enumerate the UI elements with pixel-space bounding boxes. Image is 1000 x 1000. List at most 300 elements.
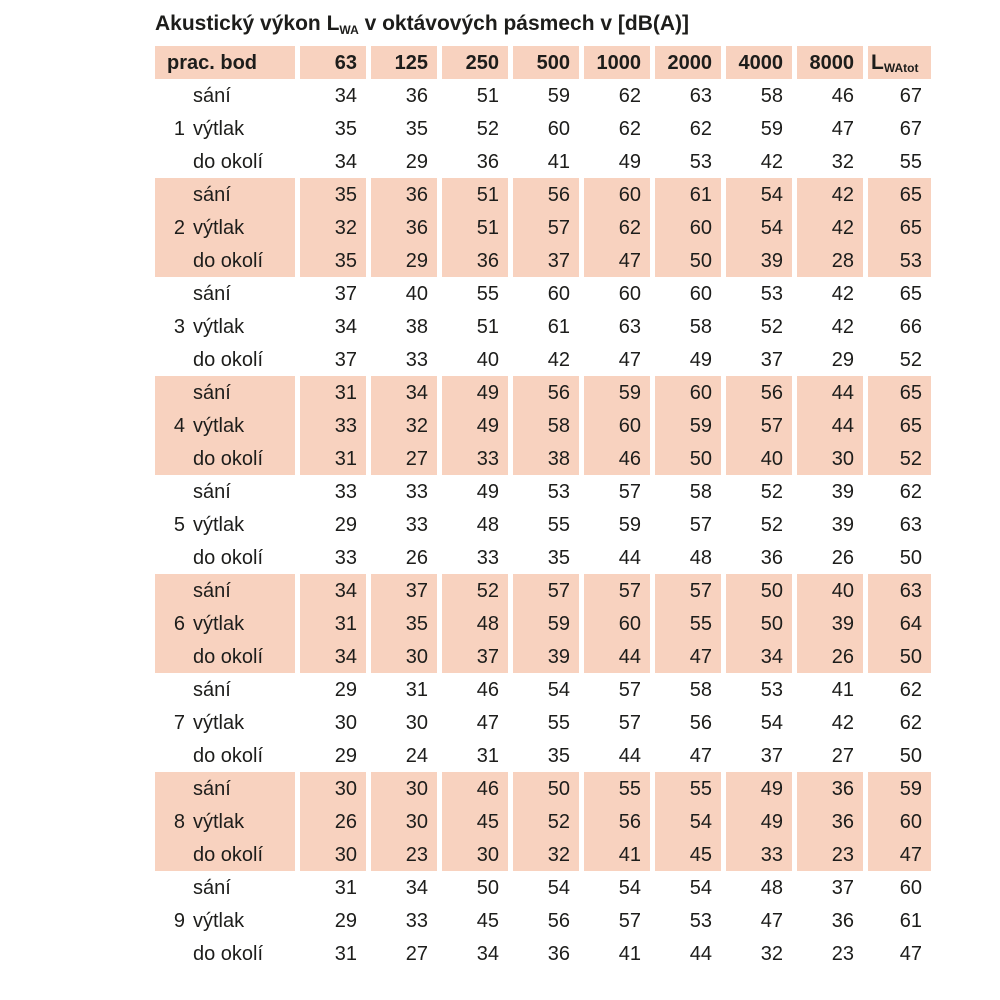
value-cell: 34 — [476, 942, 499, 965]
value-cell: 59 — [513, 607, 579, 640]
value-cell: 50 — [476, 876, 499, 899]
value-cell: 57 — [726, 409, 792, 442]
value-cell: 44 — [618, 546, 641, 569]
value-cell: 50 — [726, 607, 792, 640]
row-label: výtlak — [193, 315, 245, 338]
value-cell: 36 — [547, 942, 570, 965]
value-cell: 52 — [513, 805, 579, 838]
group-number: 4 — [173, 414, 185, 437]
value-cell: 60 — [547, 117, 570, 140]
value-cell: 24 — [405, 744, 428, 767]
value-cell: 36 — [371, 211, 437, 244]
value-cell: 67 — [899, 117, 922, 140]
group-5-row-1 — [155, 475, 931, 508]
row-label-cell — [155, 475, 295, 508]
value-cell: 54 — [547, 876, 570, 899]
value-cell: 34 — [405, 876, 428, 899]
value-cell: 33 — [726, 838, 792, 871]
row-label-cell — [155, 310, 295, 343]
value-cell: 54 — [726, 178, 792, 211]
value-cell: 53 — [760, 282, 783, 305]
row-label-cell — [155, 673, 295, 706]
value-cell: 27 — [371, 442, 437, 475]
value-cell: 48 — [476, 513, 499, 536]
group-number: 3 — [173, 315, 185, 338]
row-label-cell — [155, 211, 295, 244]
group-5-row-3 — [155, 541, 931, 574]
value-cell: 59 — [547, 84, 570, 107]
value-cell: 47 — [831, 117, 854, 140]
value-cell: 40 — [405, 282, 428, 305]
row-label-cell — [155, 145, 295, 178]
value-cell: 61 — [547, 315, 570, 338]
value-cell: 54 — [726, 211, 792, 244]
page-title-suffix: v oktávových pásmech v [dB(A)] — [358, 12, 690, 35]
value-cell: 50 — [868, 640, 931, 673]
value-cell: 41 — [618, 942, 641, 965]
header-band-8000: 8000 — [797, 46, 863, 79]
value-cell: 57 — [689, 513, 712, 536]
value-cell: 60 — [584, 607, 650, 640]
value-cell: 42 — [831, 711, 854, 734]
value-cell: 35 — [405, 117, 428, 140]
value-cell: 36 — [760, 546, 783, 569]
value-cell: 62 — [584, 211, 650, 244]
value-cell: 33 — [405, 513, 428, 536]
value-cell: 56 — [584, 805, 650, 838]
value-cell: 35 — [371, 607, 437, 640]
value-cell: 52 — [899, 348, 922, 371]
value-cell: 44 — [797, 376, 863, 409]
value-cell: 29 — [334, 909, 357, 932]
value-cell: 59 — [868, 772, 931, 805]
value-cell: 60 — [584, 178, 650, 211]
value-cell: 49 — [726, 772, 792, 805]
value-cell: 63 — [868, 574, 931, 607]
value-cell: 32 — [760, 942, 783, 965]
value-cell: 49 — [689, 348, 712, 371]
value-cell: 46 — [584, 442, 650, 475]
value-cell: 55 — [547, 513, 570, 536]
group-2-row-1 — [155, 178, 931, 211]
value-cell: 63 — [689, 84, 712, 107]
row-label: sání — [193, 480, 231, 503]
value-cell: 45 — [476, 909, 499, 932]
value-cell: 48 — [442, 607, 508, 640]
value-cell: 51 — [442, 211, 508, 244]
group-7-row-3 — [155, 739, 931, 772]
value-cell: 57 — [618, 678, 641, 701]
value-cell: 49 — [726, 805, 792, 838]
value-cell: 47 — [899, 942, 922, 965]
row-label: výtlak — [193, 909, 245, 932]
value-cell: 26 — [300, 805, 366, 838]
page-title-prefix: Akustický výkon L — [155, 12, 340, 35]
value-cell: 27 — [831, 744, 854, 767]
group-7-row-2 — [155, 706, 931, 739]
value-cell: 63 — [618, 315, 641, 338]
value-cell: 30 — [371, 772, 437, 805]
row-label-cell — [155, 541, 295, 574]
header-band-2000: 2000 — [655, 46, 721, 79]
value-cell: 60 — [547, 282, 570, 305]
value-cell: 57 — [618, 909, 641, 932]
value-cell: 30 — [405, 711, 428, 734]
value-cell: 55 — [476, 282, 499, 305]
value-cell: 37 — [760, 348, 783, 371]
row-label-cell — [155, 937, 295, 970]
value-cell: 53 — [760, 678, 783, 701]
value-cell: 55 — [655, 607, 721, 640]
value-cell: 36 — [442, 244, 508, 277]
value-cell: 58 — [689, 480, 712, 503]
row-label-cell — [155, 508, 295, 541]
value-cell: 60 — [655, 376, 721, 409]
row-label-cell — [155, 79, 295, 112]
value-cell: 64 — [868, 607, 931, 640]
value-cell: 30 — [371, 805, 437, 838]
group-9-row-2 — [155, 904, 931, 937]
row-label: do okolí — [193, 249, 264, 272]
row-label: do okolí — [193, 744, 264, 767]
value-cell: 35 — [547, 744, 570, 767]
value-cell: 39 — [831, 480, 854, 503]
row-label-cell — [155, 871, 295, 904]
header-lwatot-subscript: WAtot — [883, 61, 919, 75]
row-label-cell — [155, 640, 295, 673]
value-cell: 55 — [584, 772, 650, 805]
value-cell: 39 — [726, 244, 792, 277]
value-cell: 42 — [831, 282, 854, 305]
value-cell: 55 — [547, 711, 570, 734]
value-cell: 35 — [547, 546, 570, 569]
value-cell: 33 — [405, 480, 428, 503]
group-8-row-2 — [155, 805, 931, 838]
group-8-row-3 — [155, 838, 931, 871]
value-cell: 66 — [899, 315, 922, 338]
row-label-cell — [155, 739, 295, 772]
value-cell: 59 — [760, 117, 783, 140]
row-label: výtlak — [193, 513, 245, 536]
value-cell: 46 — [831, 84, 854, 107]
value-cell: 51 — [476, 84, 499, 107]
group-1-row-3 — [155, 145, 931, 178]
value-cell: 60 — [868, 805, 931, 838]
group-4-row-2 — [155, 409, 931, 442]
value-cell: 35 — [300, 244, 366, 277]
header-band-250: 250 — [442, 46, 508, 79]
row-label: výtlak — [193, 216, 245, 239]
header-lwatot — [868, 46, 931, 79]
value-cell: 65 — [868, 178, 931, 211]
row-label: do okolí — [193, 843, 264, 866]
group-2-row-3 — [155, 244, 931, 277]
value-cell: 31 — [300, 607, 366, 640]
value-cell: 60 — [618, 282, 641, 305]
row-label: výtlak — [193, 117, 245, 140]
value-cell: 31 — [334, 876, 357, 899]
value-cell: 39 — [513, 640, 579, 673]
row-label-cell — [155, 904, 295, 937]
value-cell: 48 — [760, 876, 783, 899]
value-cell: 29 — [405, 150, 428, 173]
row-label-cell — [155, 112, 295, 145]
value-cell: 53 — [689, 909, 712, 932]
value-cell: 36 — [831, 909, 854, 932]
group-3-row-3 — [155, 343, 931, 376]
value-cell: 34 — [300, 574, 366, 607]
row-label: sání — [193, 678, 231, 701]
group-number: 8 — [173, 810, 185, 833]
value-cell: 50 — [726, 574, 792, 607]
value-cell: 46 — [442, 772, 508, 805]
value-cell: 57 — [584, 574, 650, 607]
value-cell: 60 — [899, 876, 922, 899]
value-cell: 45 — [442, 805, 508, 838]
value-cell: 30 — [300, 838, 366, 871]
value-cell: 29 — [334, 744, 357, 767]
value-cell: 26 — [405, 546, 428, 569]
row-label-cell — [155, 442, 295, 475]
row-label: sání — [193, 579, 231, 602]
value-cell: 50 — [899, 546, 922, 569]
row-label: do okolí — [193, 546, 264, 569]
value-cell: 42 — [760, 150, 783, 173]
value-cell: 38 — [405, 315, 428, 338]
value-cell: 54 — [618, 876, 641, 899]
value-cell: 57 — [513, 211, 579, 244]
value-cell: 56 — [689, 711, 712, 734]
value-cell: 62 — [618, 117, 641, 140]
row-label: do okolí — [193, 942, 264, 965]
value-cell: 49 — [618, 150, 641, 173]
value-cell: 31 — [334, 942, 357, 965]
row-label-cell — [155, 706, 295, 739]
value-cell: 29 — [371, 244, 437, 277]
row-label: do okolí — [193, 645, 264, 668]
row-label-cell — [155, 343, 295, 376]
value-cell: 41 — [584, 838, 650, 871]
value-cell: 47 — [655, 640, 721, 673]
value-cell: 49 — [476, 480, 499, 503]
value-cell: 57 — [618, 480, 641, 503]
value-cell: 44 — [584, 640, 650, 673]
group-3-row-2 — [155, 310, 931, 343]
group-1-row-2 — [155, 112, 931, 145]
value-cell: 31 — [405, 678, 428, 701]
row-label-cell — [155, 772, 295, 805]
value-cell: 56 — [513, 178, 579, 211]
row-label-cell — [155, 178, 295, 211]
value-cell: 59 — [584, 376, 650, 409]
value-cell: 37 — [442, 640, 508, 673]
value-cell: 47 — [689, 744, 712, 767]
value-cell: 54 — [547, 678, 570, 701]
page-title-subscript: WA — [339, 23, 359, 37]
value-cell: 29 — [831, 348, 854, 371]
value-cell: 42 — [831, 315, 854, 338]
row-label: sání — [193, 84, 231, 107]
value-cell: 44 — [689, 942, 712, 965]
row-label: výtlak — [193, 612, 245, 635]
value-cell: 39 — [831, 513, 854, 536]
value-cell: 30 — [371, 640, 437, 673]
value-cell: 30 — [797, 442, 863, 475]
value-cell: 49 — [442, 376, 508, 409]
value-cell: 33 — [442, 442, 508, 475]
value-cell: 41 — [831, 678, 854, 701]
value-cell: 53 — [689, 150, 712, 173]
group-number: 9 — [173, 909, 185, 932]
row-label-cell — [155, 574, 295, 607]
value-cell: 52 — [476, 117, 499, 140]
value-cell: 47 — [476, 711, 499, 734]
value-cell: 36 — [405, 84, 428, 107]
value-cell: 34 — [300, 640, 366, 673]
value-cell: 33 — [334, 546, 357, 569]
value-cell: 33 — [476, 546, 499, 569]
value-cell: 59 — [618, 513, 641, 536]
header-lwatot-prefix: L — [871, 51, 884, 74]
group-number: 6 — [173, 612, 185, 635]
value-cell: 30 — [300, 772, 366, 805]
group-number: 5 — [173, 513, 185, 536]
value-cell: 50 — [655, 442, 721, 475]
value-cell: 54 — [689, 876, 712, 899]
value-cell: 37 — [831, 876, 854, 899]
value-cell: 50 — [513, 772, 579, 805]
value-cell: 56 — [726, 376, 792, 409]
value-cell: 57 — [618, 711, 641, 734]
value-cell: 51 — [442, 178, 508, 211]
value-cell: 44 — [618, 744, 641, 767]
value-cell: 33 — [334, 480, 357, 503]
row-label: do okolí — [193, 150, 264, 173]
value-cell: 58 — [689, 678, 712, 701]
value-cell: 40 — [797, 574, 863, 607]
value-cell: 44 — [797, 409, 863, 442]
value-cell: 37 — [334, 348, 357, 371]
value-cell: 62 — [899, 480, 922, 503]
value-cell: 67 — [899, 84, 922, 107]
header-band-4000: 4000 — [726, 46, 792, 79]
row-label: sání — [193, 183, 231, 206]
value-cell: 42 — [797, 211, 863, 244]
value-cell: 33 — [405, 909, 428, 932]
value-cell: 28 — [797, 244, 863, 277]
acoustic-power-table — [150, 46, 936, 970]
value-cell: 52 — [442, 574, 508, 607]
row-label-cell — [155, 805, 295, 838]
value-cell: 40 — [476, 348, 499, 371]
value-cell: 52 — [868, 442, 931, 475]
value-cell: 52 — [760, 480, 783, 503]
header-band-125: 125 — [371, 46, 437, 79]
value-cell: 59 — [655, 409, 721, 442]
header-band-1000: 1000 — [584, 46, 650, 79]
value-cell: 32 — [831, 150, 854, 173]
value-cell: 62 — [899, 711, 922, 734]
row-label: sání — [193, 282, 231, 305]
value-cell: 40 — [726, 442, 792, 475]
value-cell: 60 — [689, 282, 712, 305]
header-prac-bod: prac. bod — [155, 46, 295, 79]
group-9-row-3 — [155, 937, 931, 970]
value-cell: 34 — [371, 376, 437, 409]
value-cell: 65 — [868, 409, 931, 442]
value-cell: 65 — [868, 211, 931, 244]
value-cell: 57 — [655, 574, 721, 607]
value-cell: 27 — [405, 942, 428, 965]
row-label-cell — [155, 244, 295, 277]
value-cell: 42 — [547, 348, 570, 371]
value-cell: 47 — [584, 244, 650, 277]
value-cell: 35 — [300, 178, 366, 211]
value-cell: 63 — [899, 513, 922, 536]
row-label: sání — [193, 381, 231, 404]
group-2-row-2 — [155, 211, 931, 244]
value-cell: 54 — [760, 711, 783, 734]
row-label: do okolí — [193, 447, 264, 470]
group-9-row-1 — [155, 871, 931, 904]
row-label: do okolí — [193, 348, 264, 371]
group-8-row-1 — [155, 772, 931, 805]
value-cell: 57 — [513, 574, 579, 607]
value-cell: 55 — [655, 772, 721, 805]
value-cell: 65 — [899, 282, 922, 305]
value-cell: 23 — [797, 838, 863, 871]
row-label: výtlak — [193, 810, 245, 833]
value-cell: 39 — [797, 607, 863, 640]
value-cell: 34 — [726, 640, 792, 673]
value-cell: 30 — [334, 711, 357, 734]
value-cell: 32 — [371, 409, 437, 442]
value-cell: 26 — [797, 640, 863, 673]
value-cell: 47 — [868, 838, 931, 871]
value-cell: 36 — [797, 772, 863, 805]
page-title — [155, 12, 1000, 36]
value-cell: 45 — [655, 838, 721, 871]
value-cell: 31 — [300, 376, 366, 409]
group-5-row-2 — [155, 508, 931, 541]
value-cell: 46 — [476, 678, 499, 701]
value-cell: 50 — [899, 744, 922, 767]
value-cell: 31 — [476, 744, 499, 767]
value-cell: 23 — [831, 942, 854, 965]
group-6-row-1 — [155, 574, 931, 607]
group-4-row-3 — [155, 442, 931, 475]
value-cell: 60 — [655, 211, 721, 244]
row-label: výtlak — [193, 414, 245, 437]
value-cell: 26 — [831, 546, 854, 569]
value-cell: 33 — [405, 348, 428, 371]
group-7-row-1 — [155, 673, 931, 706]
value-cell: 56 — [513, 376, 579, 409]
value-cell: 41 — [547, 150, 570, 173]
value-cell: 36 — [797, 805, 863, 838]
value-cell: 50 — [655, 244, 721, 277]
header-band-500: 500 — [513, 46, 579, 79]
value-cell: 62 — [899, 678, 922, 701]
value-cell: 53 — [868, 244, 931, 277]
value-cell: 37 — [760, 744, 783, 767]
row-label-cell — [155, 607, 295, 640]
value-cell: 49 — [442, 409, 508, 442]
group-number: 2 — [173, 216, 185, 239]
value-cell: 62 — [618, 84, 641, 107]
value-cell: 58 — [689, 315, 712, 338]
value-cell: 58 — [760, 84, 783, 107]
